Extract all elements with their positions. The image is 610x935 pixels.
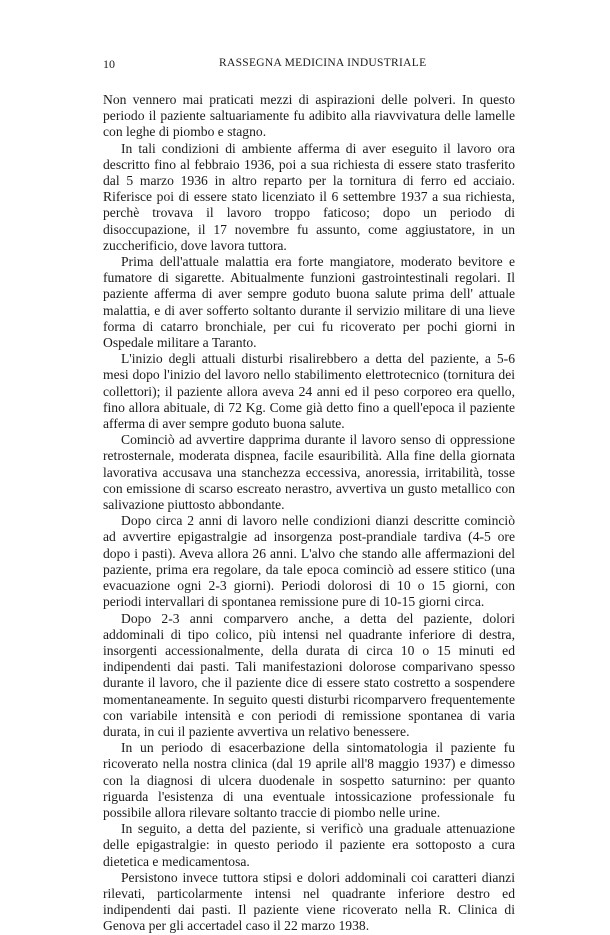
paragraph: L'inizio degli attuali disturbi risalirebbero a detta del paziente, a 5-6 mesi dopo l'inizio del lavoro nello stabilimento elettrotecnico (tornitura dei collettori); il paziente allora aveva 24 anni ed il peso corporeo era quello, fino allora abituale, di 72 Kg. Come già detto fino a quell'epoca il paziente afferma di aver sempre goduto buona salute. [103,351,515,432]
page-number: 10 [103,57,115,71]
paragraph: Persistono invece tuttora stipsi e dolori addominali coi caratteri dianzi rilevati, particolarmente intensi nel quadrante inferiore destro ed indipendenti dai pasti. Il paziente viene ricoverato nella R. Clinica di Genova per gli accertadel caso il 22 marzo 1938. [103,869,515,934]
paragraph: Non vennero mai praticati mezzi di aspirazioni delle polveri. In questo periodo il paziente saltuariamente fu adibito alla riavvivatura delle lamelle con leghe di piombo e stagno. [103,92,515,140]
running-title: RASSEGNA MEDICINA INDUSTRIALE [219,57,427,69]
paragraph: Prima dell'attuale malattia era forte mangiatore, moderato bevitore e fumatore di sigarette. Abitualmente funzioni gastrointestinali regolari. Il paziente afferma di aver sempre goduto buona salute prima dell' attuale malattia, e di aver sofferto soltanto durante il servizio militare di una lieve forma di catarro bronchiale, per cui fu ricoverato per pochi giorni in Ospedale militare a Taranto. [103,254,515,351]
paragraph: In un periodo di esacerbazione della sintomatologia il paziente fu ricoverato nella nostra clinica (dal 19 aprile all'8 maggio 1937) e dimesso con la diagnosi di ulcera duodenale in sospetto saturnino: per quanto riguarda l'esistenza di una eventuale intossicazione professionale fu possibile allora rilevare soltanto traccie di piombo nelle urine. [103,740,515,820]
paragraph: Dopo 2-3 anni comparvero anche, a detta del paziente, dolori addominali di tipo colico, più intensi nel quadrante inferiore di destra, insorgenti accessionalmente, della durata di circa 10 o 15 minuti ed indipendenti dai pasti. Tali manifestazioni dolorose comparivano spesso durante il lavoro, che il paziente dice di essere stato costretto a sospendere momentaneamente. In seguito questi disturbi ricomparvero frequentemente con variabile intensità e con periodi di remissione spontanea di varia durata, in cui il paziente avvertiva un relativo benessere. [103,610,515,739]
page-header [103,57,513,73]
paragraph: In seguito, a detta del paziente, si verificò una graduale attenuazione delle epigastralgie: in questo periodo il paziente era sottoposto a cura dietetica e medicamentosa. [103,821,515,869]
paragraph: In tali condizioni di ambiente afferma di aver eseguito il lavoro ora descritto fino al febbraio 1936, poi a sua richiesta di essere stato trasferito dal 5 marzo 1936 in altro reparto per la tornitura di ferro ed acciaio. Riferisce poi di essere stato licenziato il 6 settembre 1937 a sua richiesta, perchè trovava il lavoro troppo faticoso; dopo un periodo di disoccupazione, il 17 novembre fu assunto, come aggiustatore, in un zuccherificio, dove lavora tuttora. [103,140,515,253]
article-body [103,92,515,935]
paragraph: Dopo circa 2 anni di lavoro nelle condizioni dianzi descritte cominciò ad avvertire epigastralgie ad insorgenza post-prandiale tardiva (4-5 ore dopo i pasti). Aveva allora 26 anni. L'alvo che stando alle affermazioni del paziente, prima era regolare, da tale epoca cominciò ad essere stitico (una evacuazione ogni 2-3 giorni). Periodi dolorosi di 10 o 15 giorni, con periodi intervallari di spontanea remissione pure di 10-15 giorni circa. [103,513,515,610]
paragraph: Cominciò ad avvertire dapprima durante il lavoro senso di oppressione retrosternale, moderata dispnea, facile esauribilità. Alla fine della giornata lavorativa accusava una stanchezza eccessiva, anoressia, irritabilità, tosse con emissione di scarso escreato nerastro, avvertiva un gusto metallico con salivazione piuttosto abbondante. [103,432,515,513]
